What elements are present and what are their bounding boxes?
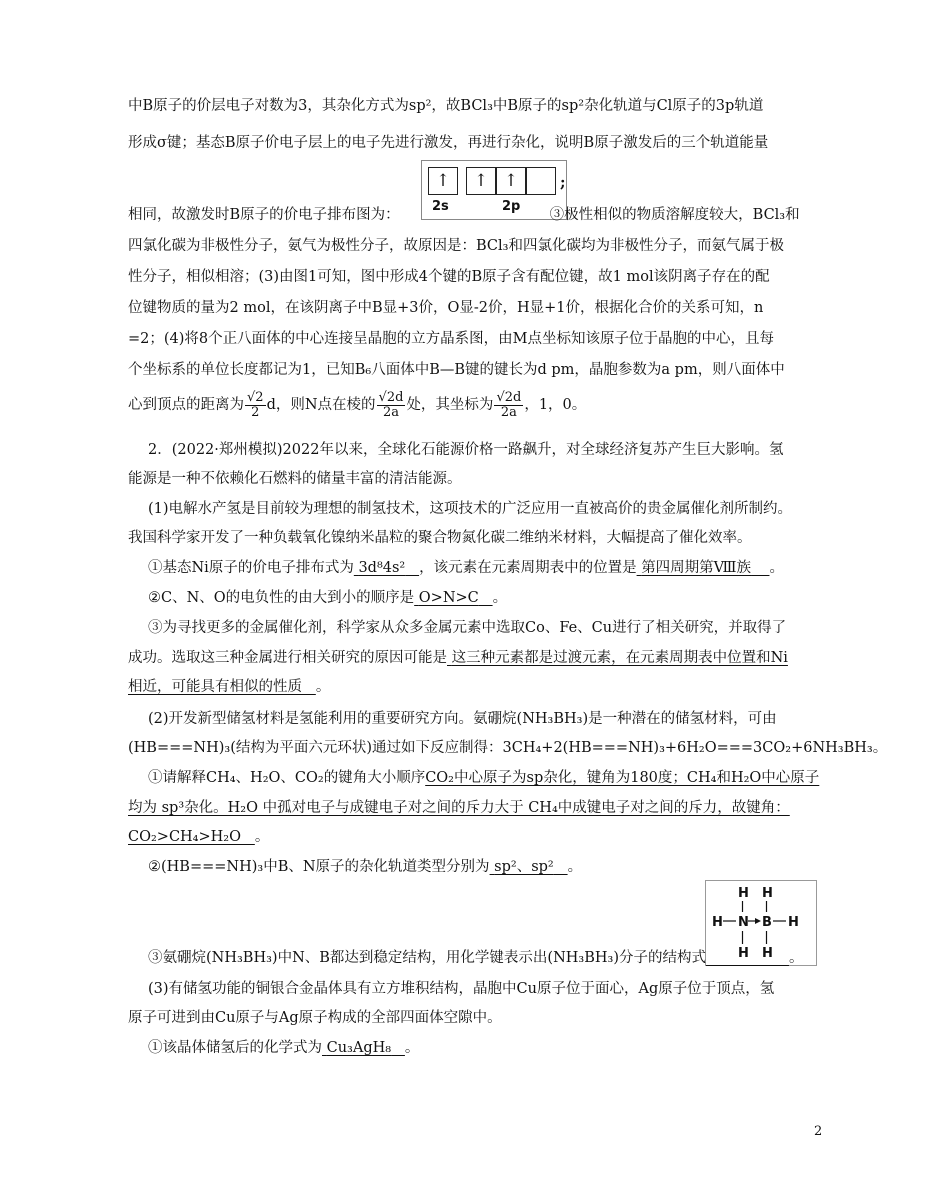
orbital-label-2p: 2p bbox=[502, 199, 521, 214]
atom-n: N bbox=[738, 915, 749, 930]
text-segment: 相同，故激发时B原子的价电子排布图为： bbox=[128, 207, 400, 223]
text-line: =2；(4)将8个正八面体的中心连接呈晶胞的立方晶系图，由M点坐标知该原子位于晶胞的中心，且每 bbox=[128, 331, 774, 347]
text-segment: 。 bbox=[769, 560, 784, 576]
text-segment: ，1，0。 bbox=[524, 397, 587, 413]
atom-h-top-left: H bbox=[738, 886, 749, 901]
fraction-denominator: 2 bbox=[251, 404, 260, 420]
atom-h-top-right: H bbox=[762, 886, 773, 901]
text-segment: ②(HB===NH)₃中B、N原子的杂化轨道类型分别为 bbox=[148, 859, 490, 875]
text-line: (2)开发新型储氢材料是氢能利用的重要研究方向。氨硼烷(NH₃BH₃)是一种潜在的储氢材料，可由 bbox=[148, 711, 777, 727]
fraction-numerator: √2d bbox=[496, 389, 522, 405]
text-segment: 。 bbox=[404, 1040, 420, 1056]
text-line bbox=[128, 798, 828, 818]
text-line: (1)电解水产氢是目前较为理想的制氢技术，这项技术的广泛应用一直被高价的贵金属催化剂所制约。 bbox=[148, 501, 793, 517]
fraction-sqrt2d-over-2a bbox=[377, 391, 406, 420]
answer-ni-config: 3d⁸4s² bbox=[358, 560, 406, 576]
text-segment: ③极性相似的物质溶解度较大，BCl₃和 bbox=[549, 207, 800, 223]
text-segment: 。 bbox=[788, 950, 804, 966]
text-line bbox=[148, 1038, 848, 1058]
question-2-line: 2．(2022·郑州模拟)2022年以来，全球化石能源价格一路飙升，对全球经济复苏产生巨大影响。氢 bbox=[148, 442, 784, 458]
text-line: (HB===NH)₃(结构为平面六元环状)通过如下反应制得：3CH₄+2(HB===NH)₃+6H₂O===3CO₂+6NH₃BH₃。 bbox=[128, 740, 888, 756]
answer-ni-position: 第四周期第Ⅷ族 bbox=[641, 560, 752, 576]
orbital-box-2p-1: ↑ bbox=[466, 167, 496, 195]
answer-bond-angle-order: CO₂>CH₄>H₂O bbox=[128, 829, 241, 845]
answer-bond-angle-cont: 均为 sp³杂化。H₂O 中孤对电子与成键电子对之间的斥力大于 CH₄中成键电子对之间的斥力，故键角： bbox=[128, 800, 790, 816]
text-line: 四氯化碳为非极性分子，氨气为极性分子，故原因是：BCl₃和四氯化碳均为非极性分子，而氨气属于极 bbox=[128, 238, 784, 254]
text-segment: 成功。选取这三种金属进行相关研究的原因可能是 bbox=[128, 650, 447, 666]
fraction-denominator: 2a bbox=[382, 404, 399, 420]
text-segment: d，则N点在棱的 bbox=[266, 397, 376, 413]
fraction-sqrt2d-over-2a bbox=[494, 391, 523, 420]
atom-h-bottom-right: H bbox=[762, 946, 773, 961]
text-segment: 。 bbox=[315, 679, 331, 695]
fraction-numerator: √2d bbox=[378, 389, 404, 405]
text-segment: 。 bbox=[254, 829, 270, 845]
orbital-box-2p-2: ↑ bbox=[496, 167, 526, 195]
text-line bbox=[128, 677, 828, 697]
text-line: (3)有储氢功能的铜银合金晶体具有立方堆积结构，晶胞中Cu原子位于面心，Ag原子位于顶点，氢 bbox=[148, 981, 775, 997]
orbital-label-2s: 2s bbox=[432, 199, 449, 214]
text-segment: ①基态Ni原子的价电子排布式为 bbox=[148, 560, 354, 576]
text-line: 性分子，相似相溶；(3)由图1可知，图中形成4个键的B原子含有配位键，故1 mol该阴离子存在的配 bbox=[128, 269, 770, 285]
text-line-fractions bbox=[128, 388, 828, 422]
orbital-separator: ; bbox=[560, 173, 566, 191]
answer-structure-blank bbox=[706, 950, 789, 966]
answer-hybridization: sp²、sp² bbox=[494, 859, 554, 875]
orbital-box-2s: ↑ bbox=[428, 167, 458, 195]
text-line bbox=[128, 827, 828, 847]
answer-electronegativity: O>N>C bbox=[418, 590, 479, 606]
text-line: ③为寻找更多的金属催化剂，科学家从众多金属元素中选取Co、Fe、Cu进行了相关研究，并取得了 bbox=[148, 620, 787, 636]
answer-bond-angle: CO₂中心原子为sp杂化，键角为180度；CH₄和H₂O中心原子 bbox=[425, 770, 820, 786]
text-segment: 处，其坐标为 bbox=[406, 397, 494, 413]
atom-h-left: H bbox=[712, 915, 723, 930]
answer-metal-reason-cont: 相近，可能具有相似的性质 bbox=[128, 679, 302, 695]
text-segment: ，该元素在元素周期表中的位置是 bbox=[419, 560, 637, 576]
text-line: 中B原子的价层电子对数为3，其杂化方式为sp²，故BCl₃中B原子的sp²杂化轨道与Cl原子的3p轨道 bbox=[128, 98, 764, 114]
atom-h-bottom-left: H bbox=[738, 946, 749, 961]
answer-metal-reason: 这三种元素都是过渡元素，在元素周期表中位置和Ni bbox=[451, 650, 788, 666]
text-line: 我国科学家开发了一种负载氧化镍纳米晶粒的聚合物氮化碳二维纳米材料，大幅提高了催化效率。 bbox=[128, 530, 752, 546]
page-number: 2 bbox=[814, 1124, 823, 1139]
text-segment: ①请解释CH₄、H₂O、CO₂的键角大小顺序 bbox=[148, 770, 426, 786]
text-segment: ③氨硼烷(NH₃BH₃)中N、B都达到稳定结构，用化学键表示出(NH₃BH₃)分子的结构式 bbox=[148, 950, 706, 966]
text-line bbox=[148, 768, 848, 788]
text-line: 位键物质的量为2 mol，在该阴离子中B显+3价，O显-2价，H显+1价，根据化合价的关系可知，n bbox=[128, 300, 764, 316]
text-line: 形成σ键；基态B原子价电子层上的电子先进行激发，再进行杂化，说明B原子激发后的三个轨道能量 bbox=[128, 135, 769, 151]
orbital-box-2p-3 bbox=[526, 167, 556, 195]
text-line: 能源是一种不依赖化石燃料的储量丰富的清洁能源。 bbox=[128, 471, 462, 487]
text-line bbox=[148, 948, 848, 968]
text-line: 个坐标系的单位长度都记为1，已知B₆八面体中B—B键的键长为d pm，晶胞参数为a pm，则八面体中 bbox=[128, 362, 785, 378]
atom-b: B bbox=[762, 915, 772, 930]
text-segment: 心到顶点的距离为 bbox=[128, 397, 244, 413]
fraction-numerator: √2 bbox=[247, 389, 264, 405]
text-segment: 。 bbox=[567, 859, 583, 875]
fraction-denominator: 2a bbox=[500, 404, 517, 420]
text-segment: ①该晶体储氢后的化学式为 bbox=[148, 1040, 322, 1056]
text-line bbox=[128, 205, 828, 225]
text-line bbox=[148, 558, 848, 578]
text-line bbox=[128, 648, 828, 668]
text-line bbox=[148, 588, 848, 608]
atom-h-right: H bbox=[788, 915, 799, 930]
text-line: 原子可进到由Cu原子与Ag原子构成的全部四面体空隙中。 bbox=[128, 1010, 502, 1026]
text-line bbox=[148, 857, 848, 877]
fraction-sqrt2-over-2 bbox=[245, 391, 266, 420]
text-segment: 。 bbox=[492, 590, 508, 606]
text-segment: ②C、N、O的电负性的由大到小的顺序是 bbox=[148, 590, 415, 606]
answer-formula: Cu₃AgH₈ bbox=[326, 1040, 392, 1056]
